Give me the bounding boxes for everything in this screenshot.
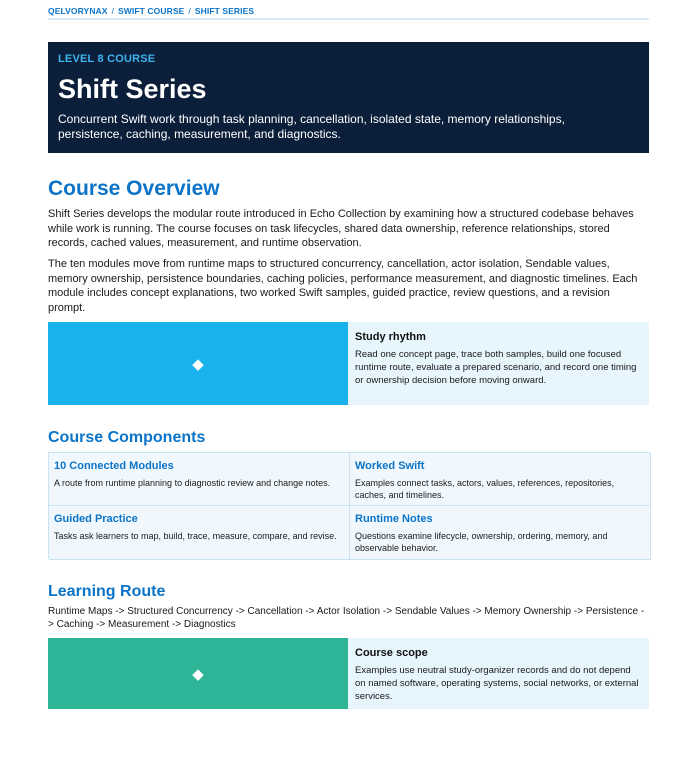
hero-description: Concurrent Swift work through task planning, cancellation, isolated state, memory relationships, persistence, caching, measurement, and diagnostics. xyxy=(58,112,565,141)
component-card-text: Questions examine lifecycle, ownership, ordering, memory, and observable behavior. xyxy=(355,531,608,553)
study-rhythm-title: Study rhythm xyxy=(355,331,426,343)
component-card-title: Worked Swift xyxy=(355,460,425,472)
components-grid xyxy=(48,452,650,559)
overview-paragraph: Shift Series develops the modular route introduced in Echo Collection by examining how a structured codebase behaves while work is running. The course focuses on task lifecycles, shared data ownership, reference relationships, stored records, cached values, measurement, and runtime observation. xyxy=(48,208,634,250)
component-card-title: Runtime Notes xyxy=(355,513,433,525)
component-card-text: Tasks ask learners to map, build, trace, measure, compare, and revise. xyxy=(54,531,337,541)
course-overview-heading: Course Overview xyxy=(48,177,220,200)
breadcrumb xyxy=(48,0,649,20)
component-card-title: 10 Connected Modules xyxy=(54,460,174,472)
course-scope-title: Course scope xyxy=(355,647,428,659)
learning-route-heading: Learning Route xyxy=(48,583,166,600)
course-scope-callout xyxy=(48,638,649,709)
overview-paragraph: The ten modules move from runtime maps to structured concurrency, cancellation, actor isolation, Sendable values, memory ownership, persistence boundaries, caching policies, performance measurement, and diagnostic timelines. Each module includes concept explanations, two worked Swift samples, guided practice, review questions, and a revision prompt. xyxy=(48,258,638,315)
component-card xyxy=(350,453,651,506)
study-rhythm-body xyxy=(348,322,649,405)
component-card-text: Examples connect tasks, actors, values, references, repositories, caches, and timelines. xyxy=(355,478,615,500)
course-level-label: LEVEL 8 COURSE xyxy=(58,53,156,65)
learning-route-text: Runtime Maps -> Structured Concurrency -> Cancellation -> Actor Isolation -> Sendable Values -> Memory Ownership -> Persistence -> Caching -> Measurement -> Diagnostics xyxy=(48,606,645,630)
study-rhythm-callout xyxy=(48,322,649,405)
breadcrumb-separator: / xyxy=(188,5,191,16)
page xyxy=(48,0,649,702)
component-card xyxy=(49,453,350,506)
study-rhythm-swatch xyxy=(48,322,348,405)
breadcrumb-item-qelvorynax[interactable]: QELVORYNAX xyxy=(48,5,108,16)
breadcrumb-item-shift-series[interactable]: SHIFT SERIES xyxy=(194,5,255,16)
course-components-heading: Course Components xyxy=(48,429,206,446)
component-card-title: Guided Practice xyxy=(54,513,138,525)
course-scope-swatch xyxy=(48,638,348,709)
hero-banner xyxy=(48,42,649,153)
diamond-icon: ◆ xyxy=(192,355,204,373)
component-card xyxy=(49,506,350,560)
component-card-text: A route from runtime planning to diagnostic review and change notes. xyxy=(54,478,331,488)
breadcrumb-item-swift-course[interactable]: SWIFT COURSE xyxy=(118,5,185,16)
course-scope-text: Examples use neutral study-organizer records and do not depend on named software, operating systems, social networks, or external services. xyxy=(355,665,639,702)
study-rhythm-text: Read one concept page, trace both samples, build one focused runtime route, evaluate a prepared scenario, and record one timing or ownership decision before moving onward. xyxy=(355,349,637,386)
diamond-icon: ◆ xyxy=(192,665,204,683)
breadcrumb-separator: / xyxy=(111,5,115,16)
page-title: Shift Series xyxy=(58,74,207,104)
component-card xyxy=(350,506,651,560)
course-scope-body xyxy=(348,638,649,709)
